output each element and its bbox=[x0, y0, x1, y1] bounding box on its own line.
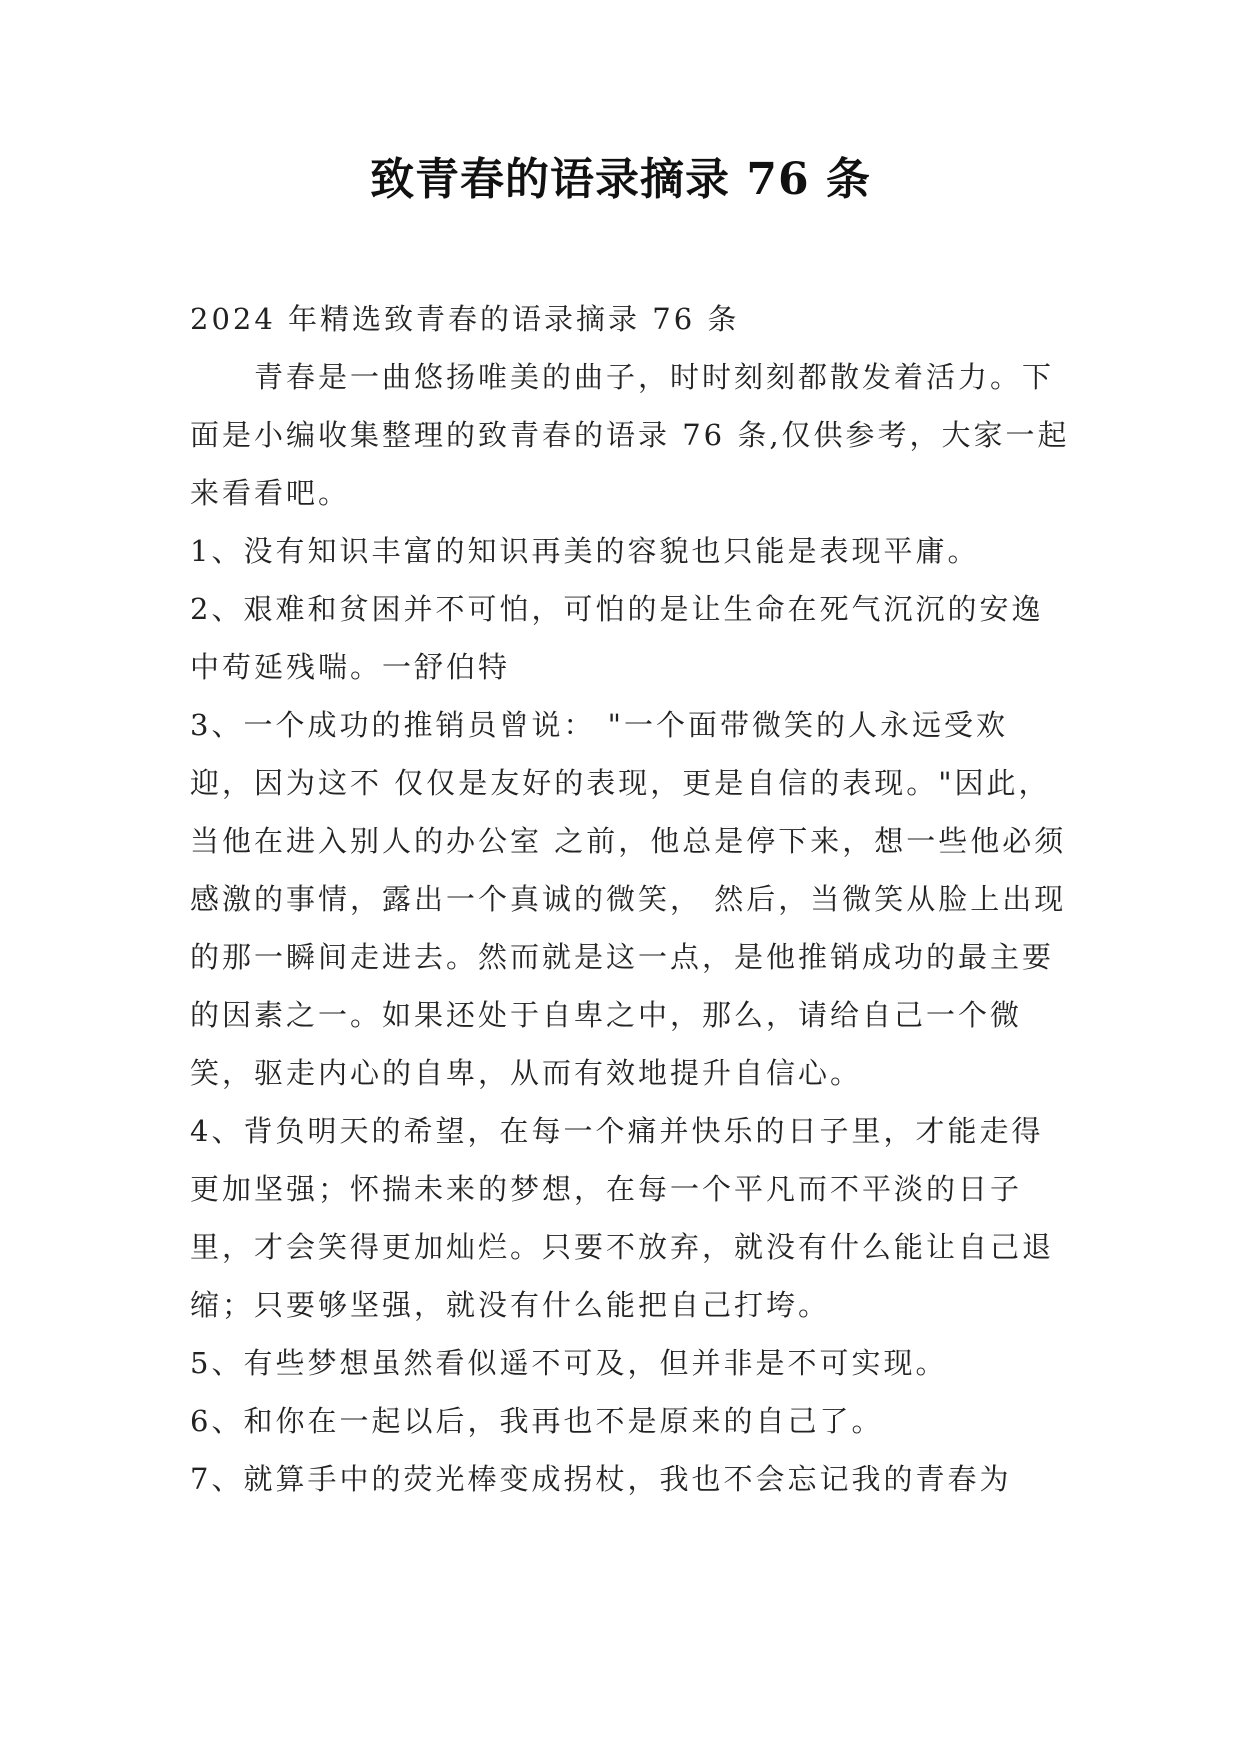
quote-item-6: 6、和你在一起以后，我再也不是原来的自己了。 bbox=[190, 1404, 884, 1438]
document-subtitle: 2024 年精选致青春的语录摘录 76 条 bbox=[190, 302, 740, 336]
document-body bbox=[190, 290, 1070, 1508]
quote-item-2: 2、艰难和贫困并不可怕，可怕的是让生命在死气沉沉的安逸中苟延残喘。一舒伯特 bbox=[190, 592, 1044, 684]
document-title: 致青春的语录摘录 76 条 bbox=[370, 154, 871, 205]
quote-item-3: 3、一个成功的推销员曾说： "一个面带微笑的人永远受欢迎，因为这不 仅仅是友好的表现，更是自信的表现。"因此，当他在进入别人的办公室 之前，他总是停下来，想一些他必须感激的事情，露出一个真诚的微笑， 然后，当微笑从脸上出现的那一瞬间走进去。然而就是这一点，是他推销成功的最主要的因素之一。如果还处于自卑之中，那么，请给自己一个微 笑，驱走内心的自卑，从而有效地提升自信心。 bbox=[190, 708, 1067, 1090]
intro-paragraph: 青春是一曲悠扬唯美的曲子，时时刻刻都散发着活力。下面是小编收集整理的致青春的语录 76 条,仅供参考，大家一起来看看吧。 bbox=[190, 360, 1070, 510]
quote-item-5: 5、有些梦想虽然看似遥不可及，但并非是不可实现。 bbox=[190, 1346, 948, 1380]
quote-item-7: 7、就算手中的荧光棒变成拐杖，我也不会忘记我的青春为 bbox=[190, 1462, 1012, 1496]
quote-item-4: 4、背负明天的希望，在每一个痛并快乐的日子里，才能走得更加坚强；怀揣未来的梦想，在每一个平凡而不平淡的日子里，才会笑得更加灿烂。只要不放弃，就没有什么能让自己退缩；只要够坚强，就没有什么能把自己打垮。 bbox=[190, 1114, 1055, 1322]
quote-item-1: 1、没有知识丰富的知识再美的容貌也只能是表现平庸。 bbox=[190, 534, 980, 568]
